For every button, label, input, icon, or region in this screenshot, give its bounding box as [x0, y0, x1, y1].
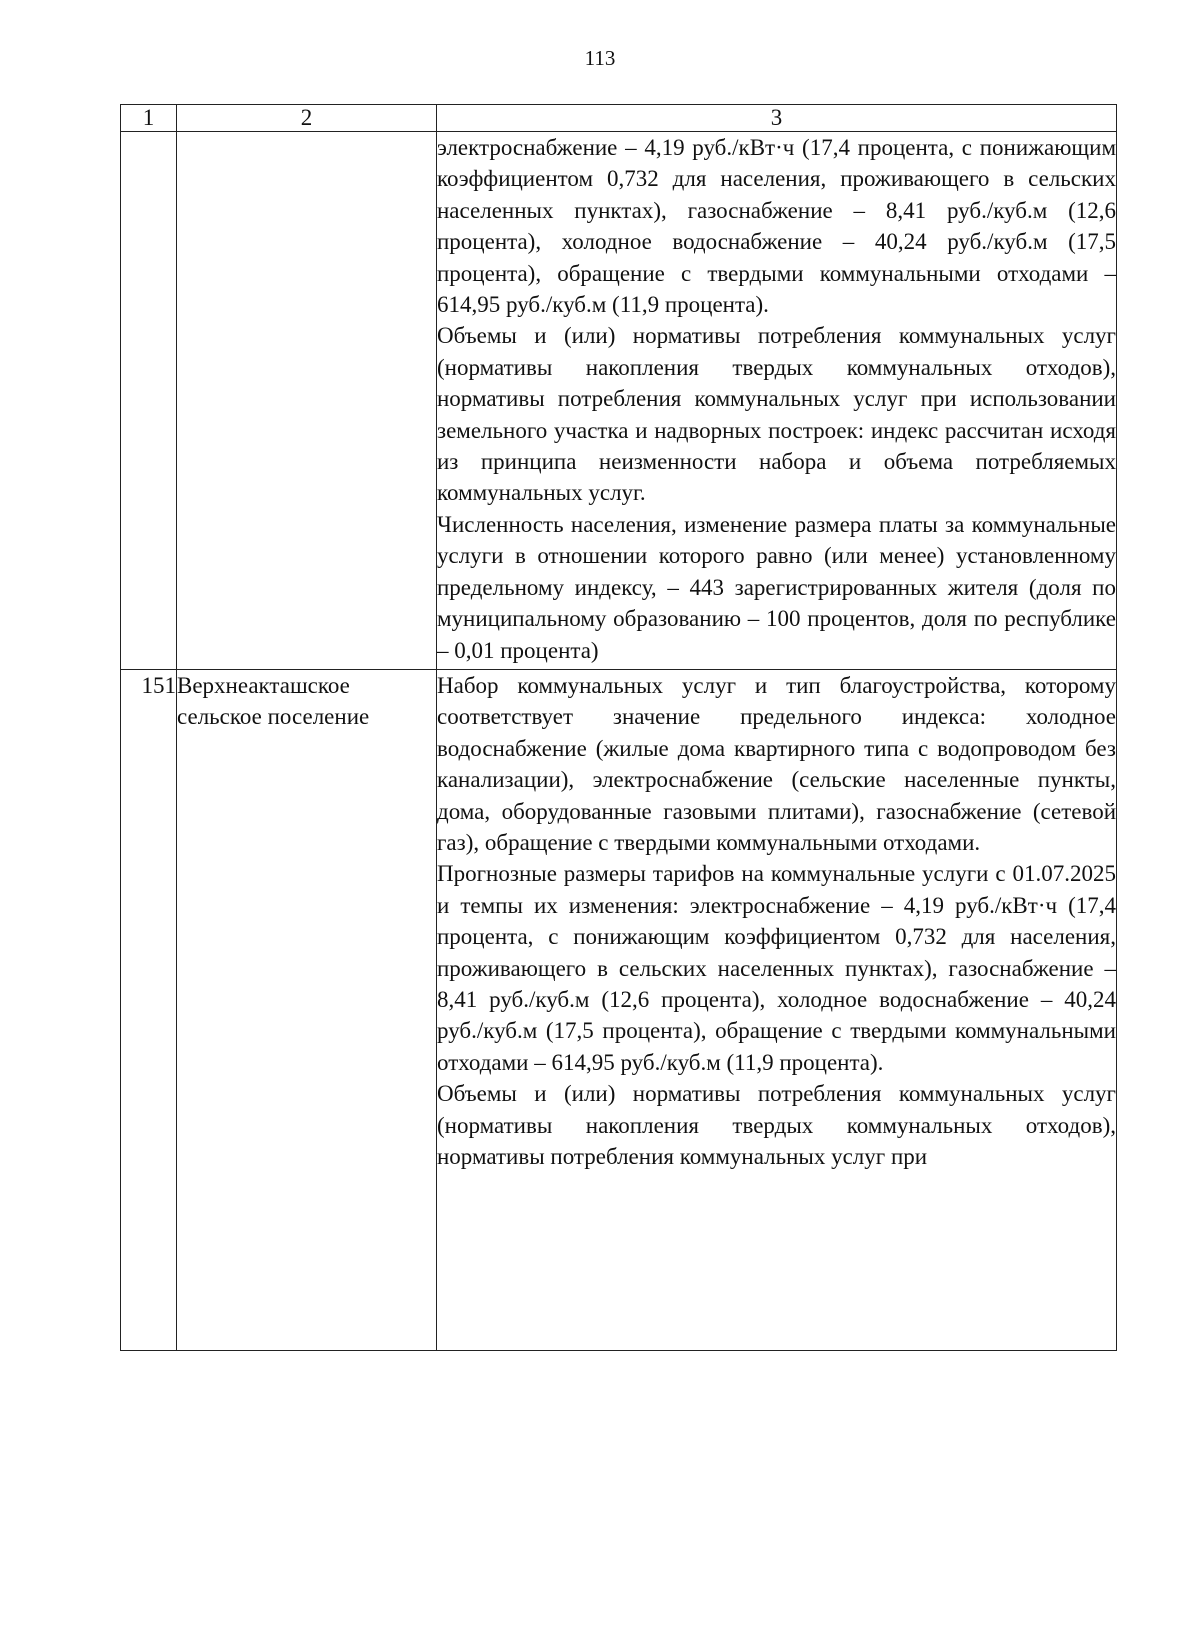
settlement-name-cell — [177, 132, 437, 670]
description-cell — [437, 669, 1117, 1350]
paragraph-population: Численность населения, изменение размера платы за коммунальные услуги в отношении которого равно (или менее) установленному предельному индексу, – 443 зарегистрированных жителя (доля по муниципальному образованию – 100 процентов, доля по республике – 0,01 процента) — [437, 511, 1116, 663]
table-row-151 — [121, 669, 1117, 1350]
row-number-cell: 151 — [121, 669, 177, 1350]
settlement-name-cell: Верхнеакташское сельское поселение — [177, 669, 437, 1350]
page-number: 113 — [584, 46, 616, 70]
column-header-3: 3 — [437, 105, 1117, 132]
table-header-row — [121, 105, 1117, 132]
municipalities-table — [120, 104, 1117, 1351]
description-cell — [437, 132, 1117, 670]
column-header-2: 2 — [177, 105, 437, 132]
paragraph-volumes: Объемы и (или) нормативы потребления коммунальных услуг (нормативы накопления твердых коммунальных отходов), нормативы потребления коммунальных услуг при — [437, 1081, 1116, 1169]
table-row-continued — [121, 132, 1117, 670]
paragraph-services-set: Набор коммунальных услуг и тип благоустройства, которому соответствует значение предельного индекса: холодное водоснабжение (жилые дома квартирного типа с водопроводом без канализации), электроснабжение (сельские населенные пункты, дома, оборудованные газовыми плитами), газоснабжение (сетевой газ), обращение с твердыми коммунальными отходами. — [437, 672, 1116, 855]
column-header-1: 1 — [121, 105, 177, 132]
paragraph-tariffs: электроснабжение – 4,19 руб./кВт·ч (17,4 процента, с понижающим коэффициентом 0,732 для населения, проживающего в сельских населенных пунктах), газоснабжение – 8,41 руб./куб.м (12,6 процента), холодное водоснабжение – 40,24 руб./куб.м (17,5 процента), обращение с твердыми коммунальными отходами – 614,95 руб./куб.м (11,9 процента). — [437, 135, 1116, 318]
row-number-cell — [121, 132, 177, 670]
paragraph-volumes: Объемы и (или) нормативы потребления коммунальных услуг (нормативы накопления твердых коммунальных отходов), нормативы потребления коммунальных услуг при использовании земельного участка и надворных построек: индекс рассчитан исходя из принципа неизменности набора и объема потребляемых коммунальных услуг. — [437, 323, 1116, 506]
paragraph-tariffs: Прогнозные размеры тарифов на коммунальные услуги с 01.07.2025 и темпы их изменения: электроснабжение – 4,19 руб./кВт·ч (17,4 процента, с понижающим коэффициентом 0,732 для населения, проживающего в сельских населенных пунктах), газоснабжение – 8,41 руб./куб.м (12,6 процента), холодное водоснабжение – 40,24 руб./куб.м (17,5 процента), обращение с твердыми коммунальными отходами – 614,95 руб./куб.м (11,9 процента). — [437, 861, 1116, 1075]
